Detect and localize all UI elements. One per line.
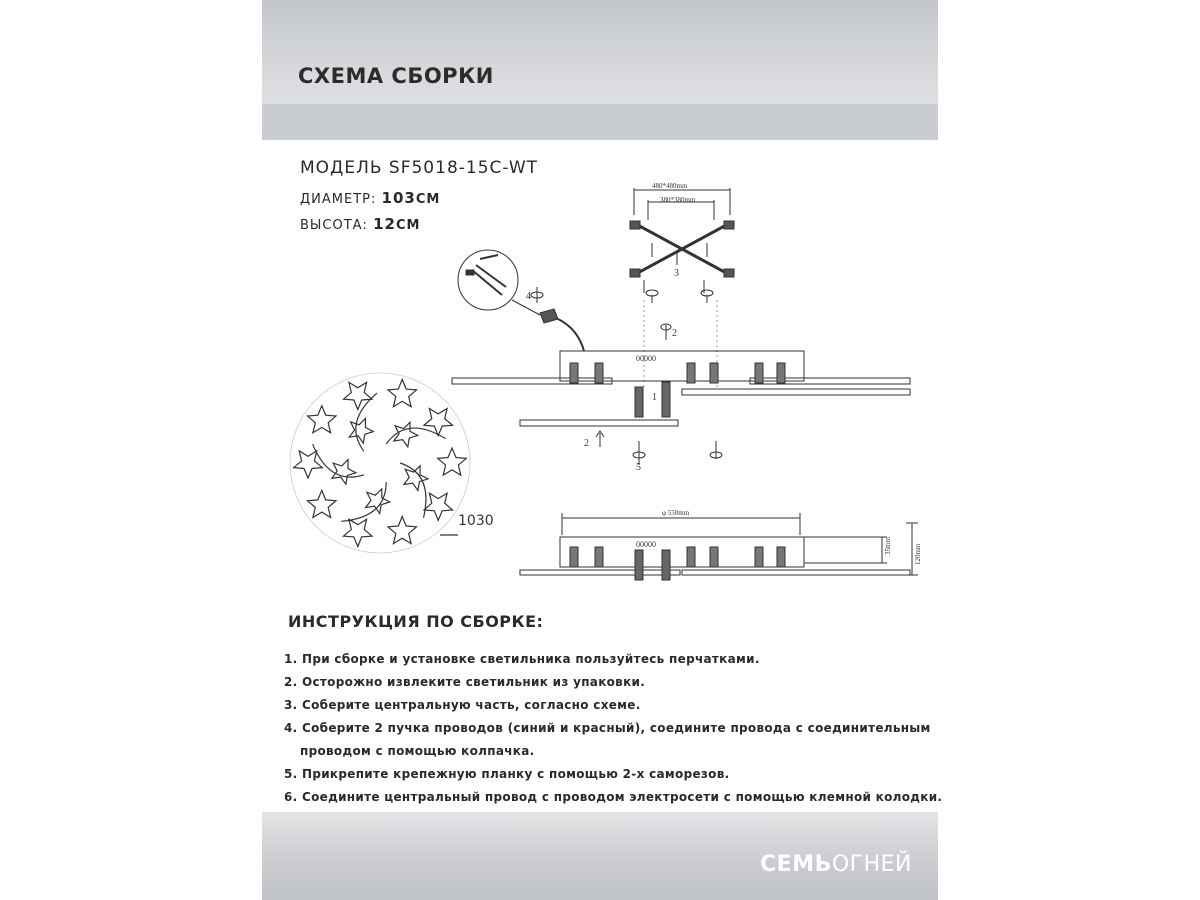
spec-diameter-value: 103 bbox=[381, 189, 416, 207]
page-title: СХЕМА СБОРКИ bbox=[298, 64, 494, 88]
label-4: 4 bbox=[526, 291, 531, 302]
star-outline bbox=[394, 422, 418, 447]
header-strip bbox=[262, 104, 938, 140]
instruction-sheet bbox=[262, 0, 943, 900]
star-outline bbox=[366, 489, 390, 514]
exploded-view bbox=[452, 324, 910, 473]
brand-logo bbox=[760, 852, 912, 877]
spec-diameter-unit: СМ bbox=[415, 192, 441, 207]
spec-height-label: ВЫСОТА: bbox=[300, 218, 368, 233]
instruction-step: 3. Соберите центральную часть, согласно схеме. bbox=[284, 698, 641, 712]
dim-width-label: φ 550mm bbox=[662, 509, 690, 517]
instruction-step: 4. Соберите 2 пучка проводов (синий и красный), соедините провода с соединительным bbox=[284, 721, 931, 735]
dim-h2-label: 120mm bbox=[914, 543, 922, 565]
spec-height-unit: СМ bbox=[395, 218, 421, 233]
diameter-label: 1030 bbox=[458, 513, 494, 529]
label-3: 3 bbox=[674, 268, 679, 279]
instruction-step: 2. Осторожно извлеките светильник из упаковки. bbox=[284, 675, 646, 689]
star-outline bbox=[308, 406, 337, 433]
dim-top-label: 480*480mm bbox=[652, 182, 688, 190]
star-outline bbox=[388, 380, 417, 407]
instructions-list bbox=[284, 648, 943, 809]
svg-text:00000: 00000 bbox=[636, 354, 656, 363]
star-outline bbox=[308, 490, 337, 517]
header-band bbox=[262, 0, 938, 140]
dimension-view bbox=[520, 509, 922, 580]
star-outline bbox=[388, 517, 417, 544]
star-arm bbox=[400, 463, 426, 518]
brand-light: ОГНЕЙ bbox=[831, 852, 912, 877]
instruction-step: 5. Прикрепите крепежную планку с помощью 2-х саморезов. bbox=[284, 767, 730, 781]
dim-inner-label: 380*380mm bbox=[660, 196, 696, 204]
model-name: МОДЕЛЬ SF5018-15C-WT bbox=[300, 158, 539, 178]
star-arm bbox=[341, 482, 386, 521]
star-outline bbox=[424, 493, 453, 520]
star-outline bbox=[349, 419, 373, 444]
svg-text:00000: 00000 bbox=[636, 540, 656, 549]
spec-height-value: 12 bbox=[373, 215, 396, 233]
star-outline bbox=[424, 409, 453, 436]
instruction-step: 6. Соедините центральный провод с проводом электросети с помощью клемной колодки. bbox=[284, 790, 943, 804]
instruction-step-continued: проводом с помощью колпачка. bbox=[300, 744, 535, 758]
star-arm bbox=[356, 393, 377, 451]
footer-band bbox=[262, 812, 938, 900]
star-outline bbox=[332, 460, 356, 485]
label-2-top: 2 bbox=[672, 328, 677, 339]
label-5: 5 bbox=[636, 462, 641, 473]
star-top-view bbox=[290, 373, 494, 553]
star-outline bbox=[344, 382, 373, 409]
instruction-step: 1. При сборке и установке светильника пользуйтесь перчатками. bbox=[284, 652, 760, 666]
instructions-heading: ИНСТРУКЦИЯ ПО СБОРКЕ: bbox=[288, 612, 544, 631]
star-outline bbox=[438, 448, 467, 475]
assembly-diagram bbox=[262, 175, 938, 600]
dim-h1-label: 35mm bbox=[884, 537, 892, 555]
star-outline bbox=[344, 519, 373, 546]
label-2-bottom: 2 bbox=[584, 438, 589, 449]
label-1: 1 bbox=[652, 392, 657, 403]
wire-detail bbox=[458, 250, 584, 351]
spec-diameter-label: ДИАМЕТР: bbox=[300, 192, 377, 207]
brand-bold: СЕМЬ bbox=[760, 852, 832, 877]
